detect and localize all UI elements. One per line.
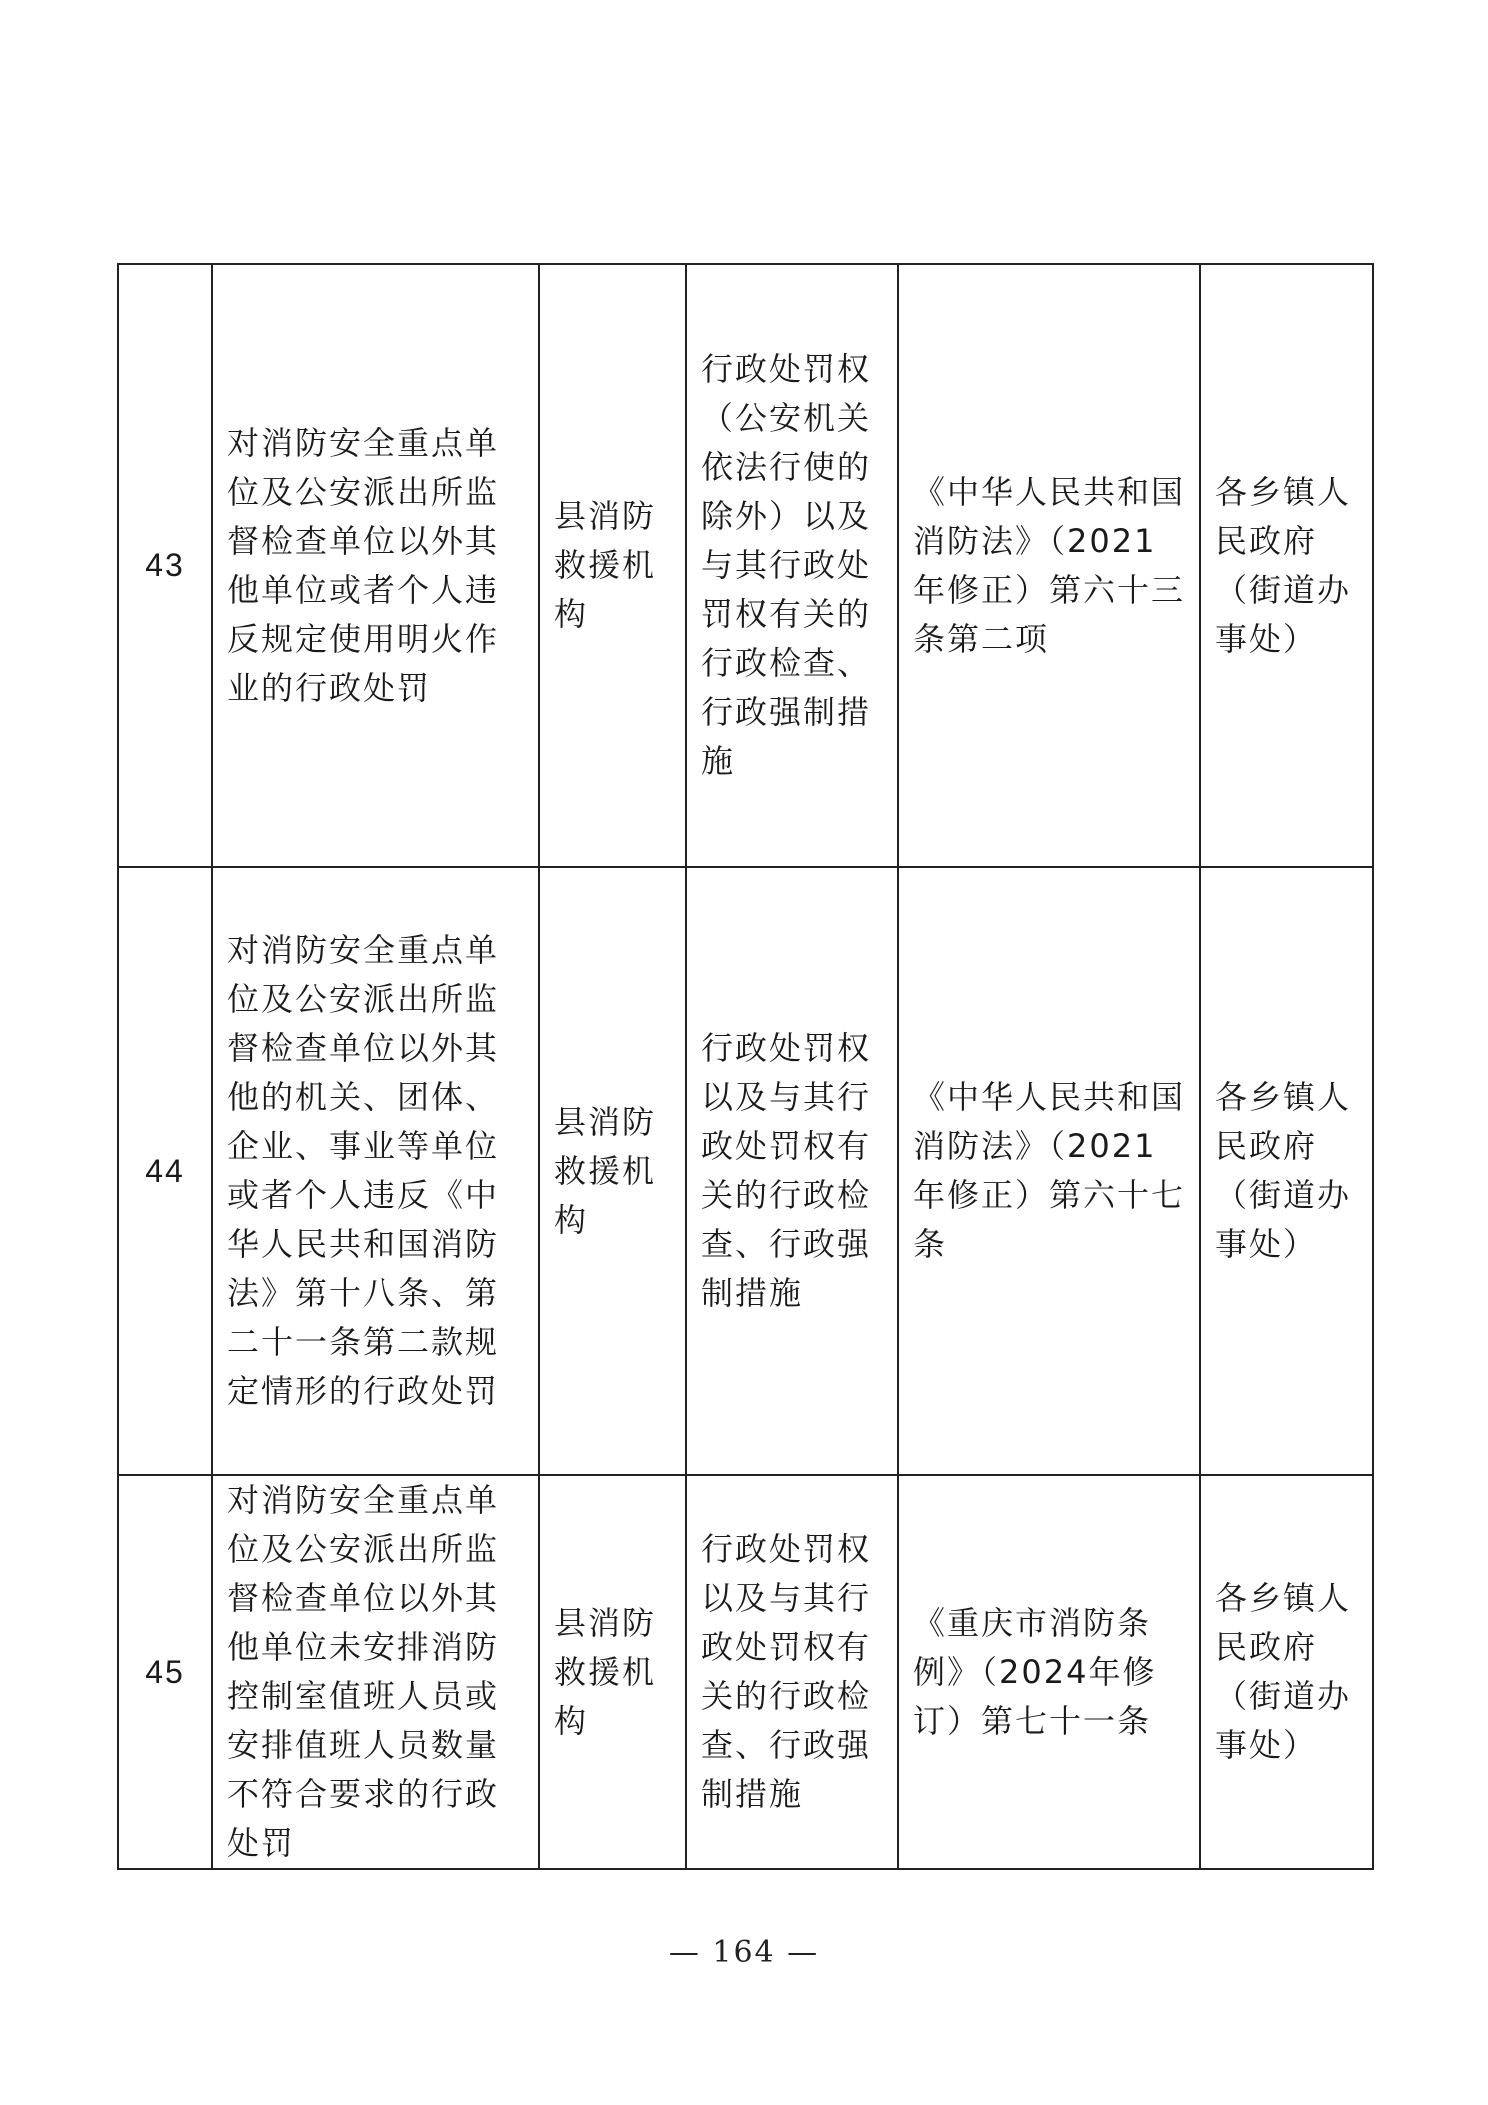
power-type: 行政处罚权以及与其行政处罚权有关的行政检查、行政强制措施: [686, 867, 898, 1475]
power-type: 行政处罚权（公安机关依法行使的除外）以及与其行政处罚权有关的行政检查、行政强制措施: [686, 264, 898, 867]
row-number: 45: [118, 1475, 212, 1869]
power-type: 行政处罚权以及与其行政处罚权有关的行政检查、行政强制措施: [686, 1475, 898, 1869]
item-name: 对消防安全重点单位及公安派出所监督检查单位以外其他的机关、团体、企业、事业等单位或者个人违反《中华人民共和国消防法》第十八条、第二十一条第二款规定情形的行政处罚: [212, 867, 539, 1475]
item-name: 对消防安全重点单位及公安派出所监督检查单位以外其他单位未安排消防控制室值班人员或安排值班人员数量不符合要求的行政处罚: [212, 1475, 539, 1869]
page-number: — 164 —: [668, 1935, 820, 1970]
department: 县消防救援机构: [539, 867, 686, 1475]
legal-basis: 《中华人民共和国消防法》（2021年修正）第六十三条第二项: [898, 264, 1200, 867]
row-number: 44: [118, 867, 212, 1475]
table-row: [118, 1475, 1373, 1869]
legal-basis: 《中华人民共和国消防法》（2021年修正）第六十七条: [898, 867, 1200, 1475]
implementing-unit: 各乡镇人民政府（街道办事处）: [1200, 1475, 1373, 1869]
row-number: 43: [118, 264, 212, 867]
implementing-unit: 各乡镇人民政府（街道办事处）: [1200, 867, 1373, 1475]
table-row: [118, 867, 1373, 1475]
implementing-unit: 各乡镇人民政府（街道办事处）: [1200, 264, 1373, 867]
legal-basis: 《重庆市消防条例》（2024年修订）第七十一条: [898, 1475, 1200, 1869]
department: 县消防救援机构: [539, 1475, 686, 1869]
item-name: 对消防安全重点单位及公安派出所监督检查单位以外其他单位或者个人违反规定使用明火作业的行政处罚: [212, 264, 539, 867]
authority-table: [117, 263, 1374, 1870]
department: 县消防救援机构: [539, 264, 686, 867]
table-row: [118, 264, 1373, 867]
